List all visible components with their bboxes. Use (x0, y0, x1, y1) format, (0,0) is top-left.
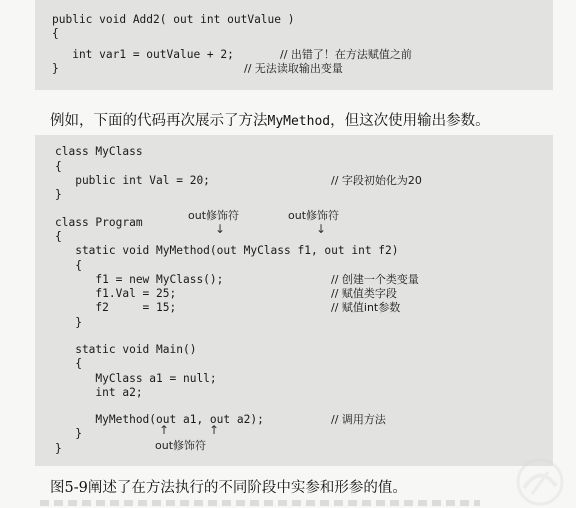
code-comment: // 赋值类字段 (331, 287, 397, 300)
down-arrow-icon: ↓ (215, 222, 226, 236)
code-line: int var1 = outValue + 2; (52, 48, 234, 61)
code-comment: // 调用方法 (331, 413, 386, 426)
out-modifier-annotation: out修饰符 (155, 439, 207, 452)
up-arrow-icon: ↑ (159, 423, 170, 437)
code-line: { (55, 259, 82, 272)
paragraph-text: ，但这次使用输出参数。 (330, 113, 490, 129)
body-paragraph (50, 109, 490, 130)
down-arrow-icon: ↓ (316, 222, 327, 236)
cropped-text-line (40, 500, 480, 506)
code-line: } (52, 62, 59, 75)
code-line: static void Main() (55, 343, 197, 356)
code-line: f1 = new MyClass(); (55, 273, 224, 286)
code-comment: // 无法读取输出变量 (244, 62, 343, 75)
code-comment: // 创建一个类变量 (331, 273, 419, 286)
code-line: MyClass a1 = null; (55, 372, 217, 385)
code-line: } (55, 442, 62, 455)
code-line: { (55, 230, 62, 243)
code-line: static void MyMethod(out MyClass f1, out int f2) (55, 244, 399, 257)
code-line: public void Add2( out int outValue ) (52, 13, 295, 26)
code-listing-add2 (35, 0, 553, 90)
code-line: public int Val = 20; (55, 174, 210, 187)
code-line: class Program (55, 216, 143, 229)
code-comment: // 出错了！在方法赋值之前 (280, 48, 412, 61)
code-line: class MyClass (55, 145, 143, 158)
out-modifier-annotation: out修饰符 (288, 209, 340, 222)
code-comment: // 字段初始化为20 (331, 174, 422, 187)
paragraph-text: 例如，下面的代码再次展示了方法 (50, 113, 268, 129)
code-line: { (55, 160, 62, 173)
inline-code: MyMethod (267, 114, 331, 129)
watermark-logo-icon (510, 458, 570, 506)
out-modifier-annotation: out修饰符 (188, 209, 240, 222)
code-line: f1.Val = 25; (55, 287, 177, 300)
code-line: { (52, 27, 59, 40)
code-line: } (55, 427, 82, 440)
code-comment: // 赋值int参数 (331, 301, 401, 314)
code-line: int a2; (55, 386, 143, 399)
code-line: } (55, 188, 62, 201)
code-line: f2 = 15; (55, 301, 177, 314)
code-listing-mymethod (35, 135, 553, 466)
up-arrow-icon: ↑ (209, 423, 220, 437)
code-line: { (55, 357, 82, 370)
code-line: MyMethod(out a1, out a2); (55, 413, 264, 426)
body-paragraph: 图5-9阐述了在方法执行的不同阶段中实参和形参的值。 (50, 480, 407, 496)
code-line: } (55, 316, 82, 329)
